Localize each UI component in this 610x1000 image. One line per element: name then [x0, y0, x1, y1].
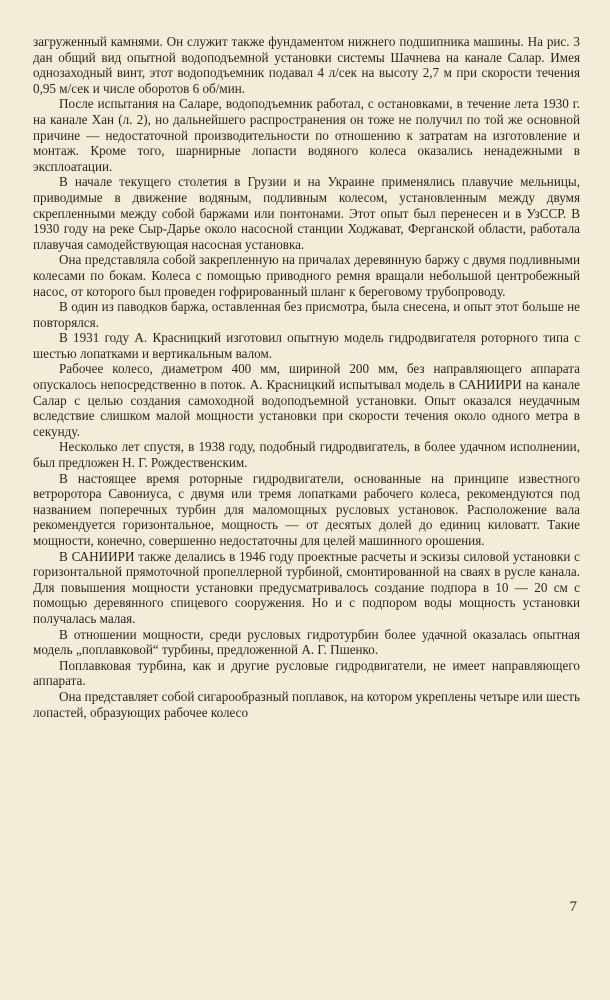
paragraph-9: В настоящее время роторные гидродвигатели, основанные на принципе известного ветроротора Савониуса, с двумя или тремя лопатками рабочего колеса, рекомендуются под названием поперечных турбин для маломощных русловых установок. Расположение вала рекомендуется горизонтальное, мощность — от десятых долей до единиц киловатт. Такие мощности, конечно, совершенно недостаточны для целей машинного орошения. [33, 470, 580, 548]
paragraph-1: загруженный камнями. Он служит также фундаментом нижнего подшипника машины. На рис. 3 дан общий вид опытной водоподъемной установки системы Шачнева на канале Салар. Имея однозаходный винт, этот водоподъемник подавал 4 л/сек на высоту 2,7 м при скорости течения 0,95 м/сек и числе оборотов 6 об/мин. [33, 34, 580, 96]
paragraph-8: Несколько лет спустя, в 1938 году, подобный гидродвигатель, в более удачном исполнении, был предложен Н. Г. Рождественским. [33, 439, 580, 471]
paragraph-6: В 1931 году А. Красницкий изготовил опытную модель гидродвигателя роторного типа с шестью лопатками и вертикальным валом. [33, 330, 580, 361]
paragraph-11: В отношении мощности, среди русловых гидротурбин более удачной оказалась опытная модель „поплавковой“ турбины, предложенной А. Г. Пшенко. [33, 626, 580, 658]
paragraph-2: После испытания на Саларе, водоподъемник работал, с остановками, в течение лета 1930 г. на канале Хан (л. 2), но дальнейшего распространения он тоже не получил по той же основной причине — недостаточной производительности по отношению к затратам на изготовление и монтаж. Кроме того, шарнирные лопасти водяного колеса оказались ненадежными в эксплоатации. [33, 96, 580, 174]
paragraph-5: В один из паводков баржа, оставленная без присмотра, была снесена, и опыт этот больше не повторялся. [33, 299, 580, 330]
paragraph-3: В начале текущего столетия в Грузии и на Украине применялись плавучие мельницы, приводимые в движение водяным, подливным колесом, установленным между двумя скрепленными между собой баржами или понтонами. Этот опыт был перенесен и в УзССР. В 1930 году на реке Сыр-Дарье около насосной станции Ходжават, Ферганской области, работала плавучая самодействующая насосная установка. [33, 174, 580, 252]
page-number: 7 [569, 899, 577, 915]
body-text [33, 34, 580, 720]
paragraph-4: Она представляла собой закрепленную на причалах деревянную баржу с двумя подливными колесами по бокам. Колеса с помощью приводного ремня вращали небольшой центробежный насос, от которого был проведен гофрированный шланг к береговому трубопроводу. [33, 252, 580, 299]
paragraph-13: Она представляет собой сигарообразный поплавок, на котором укреплены четыре или шесть лопастей, образующих рабочее колесо [33, 688, 580, 720]
paragraph-10: В САНИИРИ также делались в 1946 году проектные расчеты и эскизы силовой установки с горизонтальной прямоточной пропеллерной турбиной, смонтированной на сваях в русле канала. Для повышения мощности установки предусматривалось создание подпора в 10 — 20 см с помощью деревянного спицевого сооружения. Но и с подпором воды мощность установки получалась малая. [33, 548, 580, 626]
paragraph-12: Поплавковая турбина, как и другие русловые гидродвигатели, не имеет направляющего аппарата. [33, 657, 580, 689]
paragraph-7: Рабочее колесо, диаметром 400 мм, шириной 200 мм, без направляющего аппарата опускалось непосредственно в поток. А. Красницкий испытывал модель в САНИИРИ на канале Салар с целью создания самоходной водоподъемной установки. Опыт оказался неудачным вследствие слишком малой мощности установки при скорости течения около одного метра в секунду. [33, 361, 580, 439]
